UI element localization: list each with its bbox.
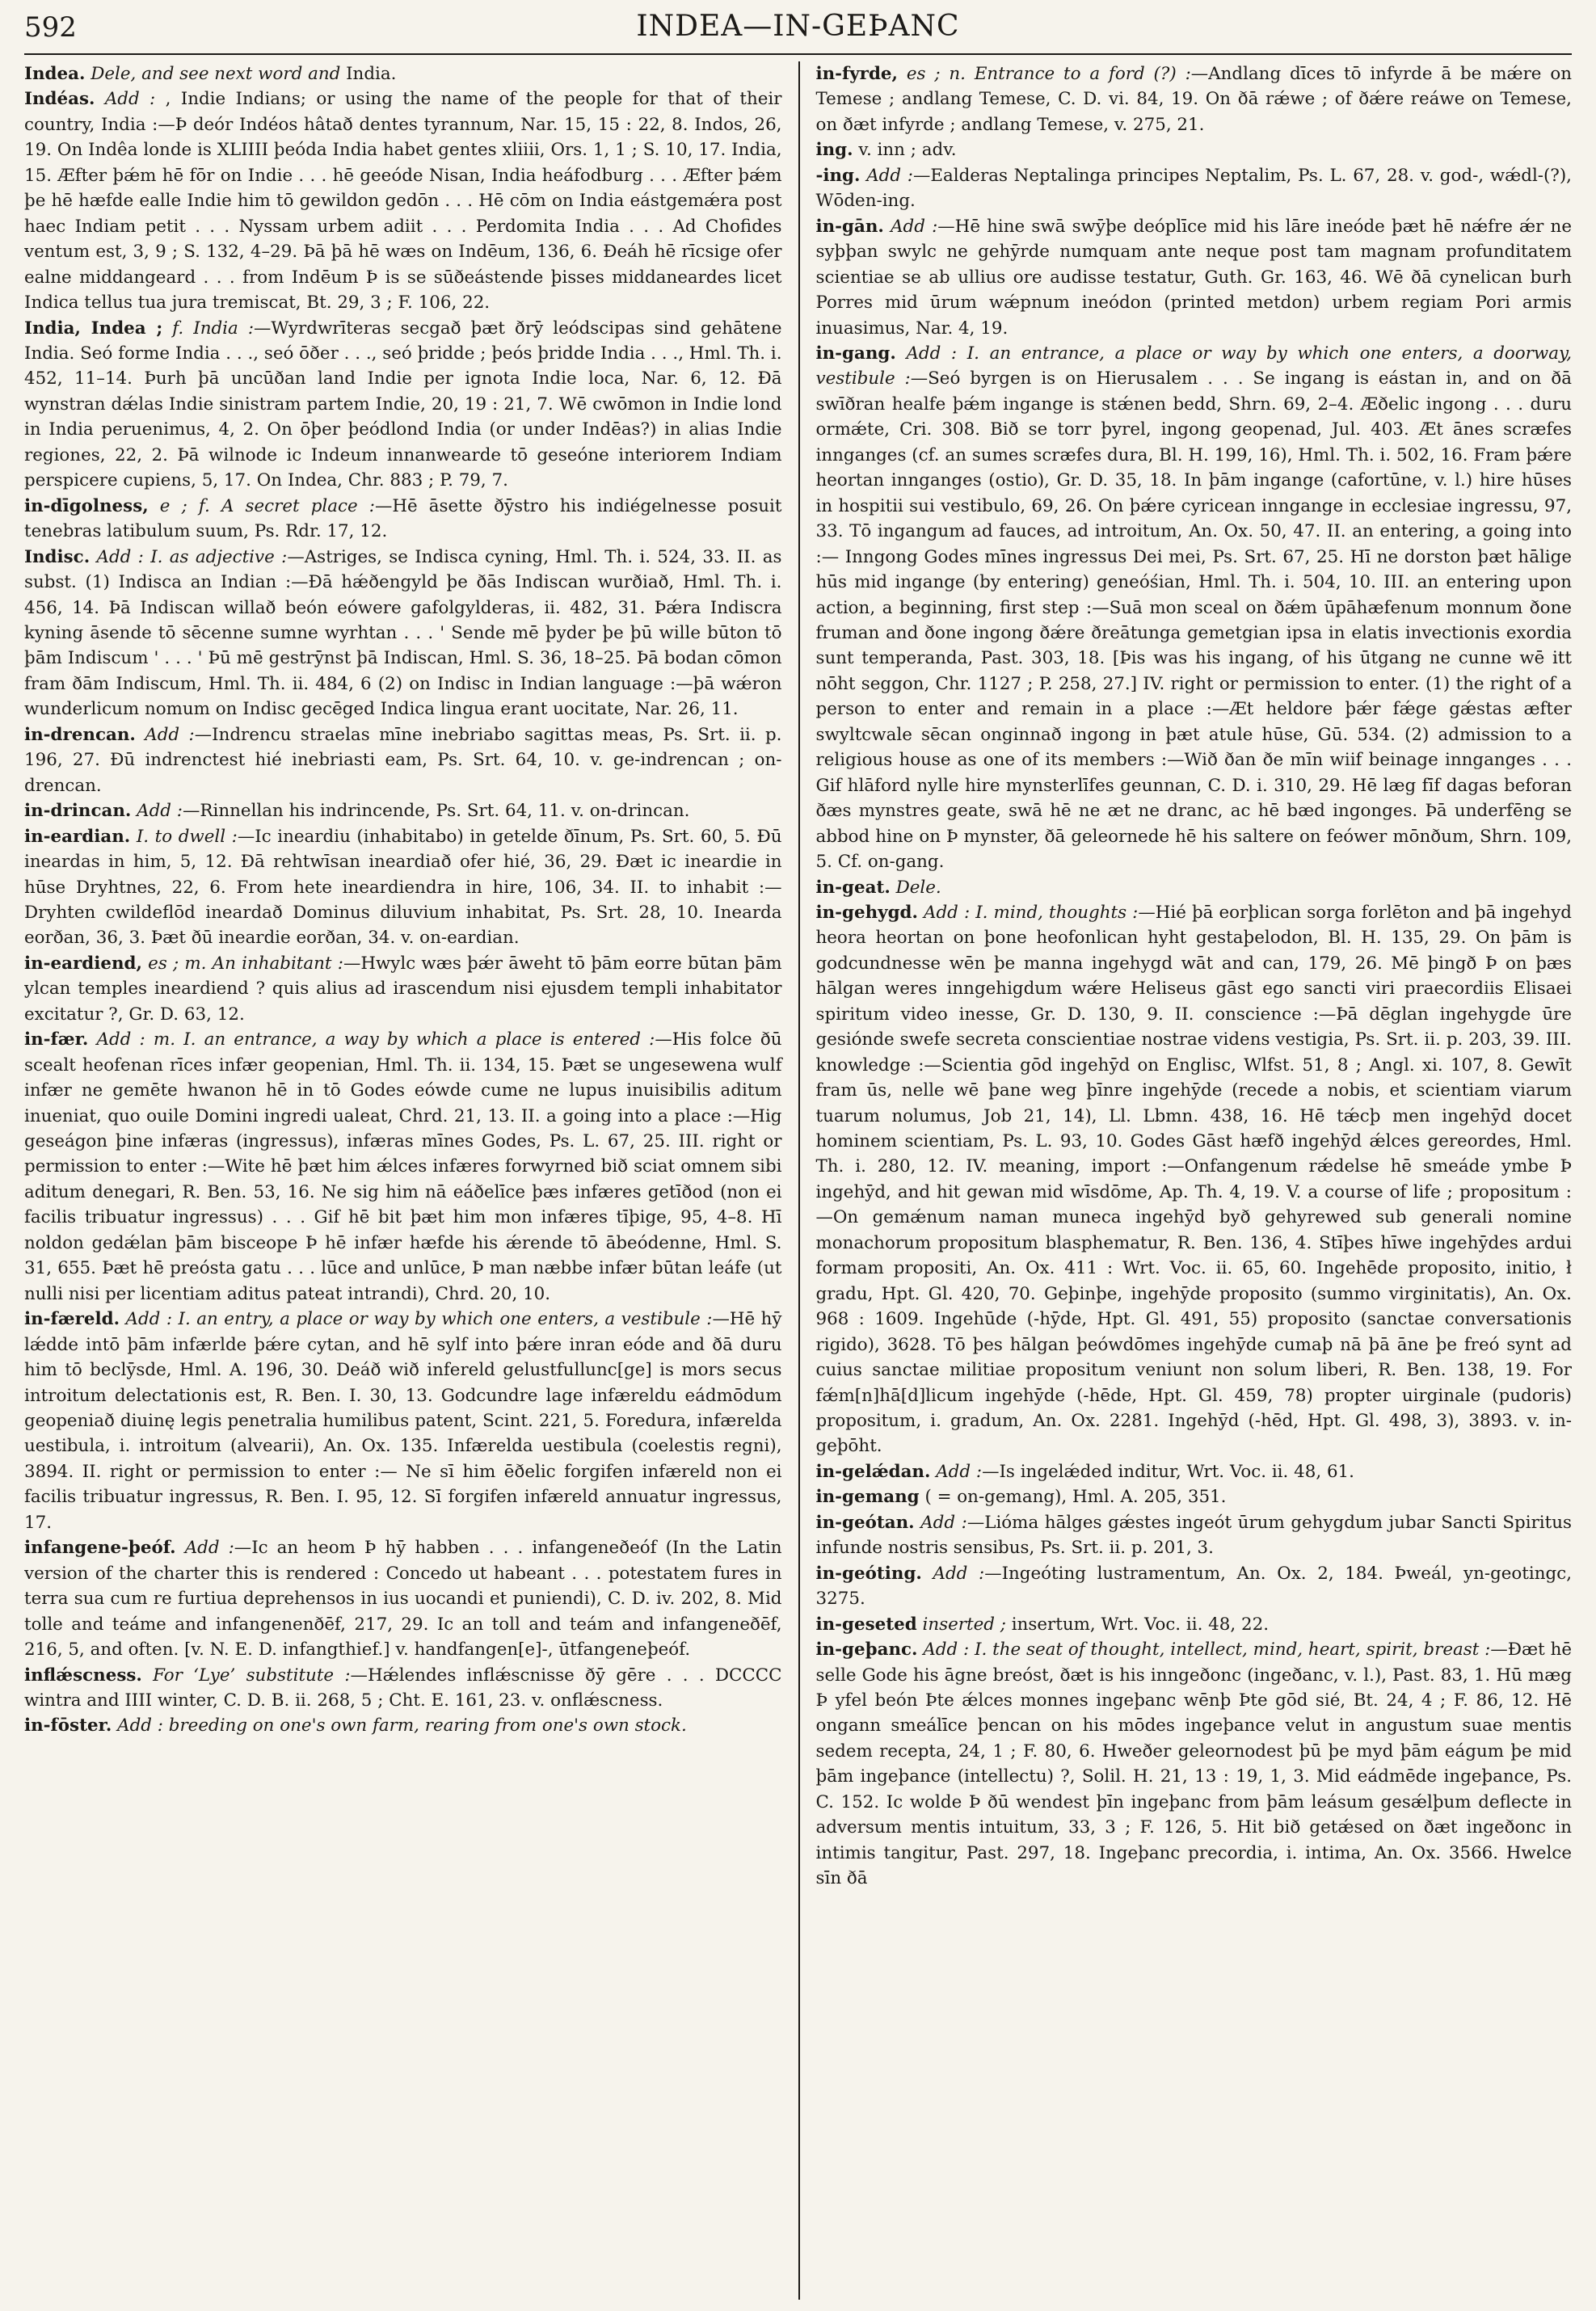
headword: -ing. <box>815 165 861 186</box>
definition: Add : <box>891 216 938 237</box>
headword: Indea. <box>24 64 86 84</box>
headword: in-fōster. <box>24 1715 112 1736</box>
headword: in-færeld. <box>24 1309 120 1330</box>
headword: infangene-þeóf. <box>24 1538 176 1559</box>
headword: in-drincan. <box>24 801 132 822</box>
entry-body: —Lióma hālges gǽstes ingeót ūrum gehygdum jubar Sancti Spiritus infunde nostris sensibus, Ps. Srt. ii. p. 201, 3. <box>815 1512 1572 1559</box>
entry-body: —Wyrdwrīteras secgað þæt ðrȳ leódscipas sind gehātene India. Seó forme India . . ., seó ōðer . . ., seó þridde ; þeós þridde India . . ., Hml. Th. i. 452, 11–14. Þurh þā uncūðan land Indie per ignota Indie loca, Nar. 6, 12. Ðā wynstran dǽlas Indie sinistram partem Indie, 20, 19 : 21, 7. Wē cwōmon in Indie lond in India peruenimus, 4, 2. On ōþer þeódlond India (or under Indēas?) in alias Indie regiones, 22, 2. Þā wilnode ic Indeum innanwearde tō geseóne interiorem Indiam perspicere cupiens, 5, 17. On Indea, Chr. 883 ; P. 79, 7. <box>24 318 782 491</box>
definition: inserted ; <box>922 1614 1006 1635</box>
entry-body: —Is ingelǽded inditur, Wrt. Voc. ii. 48, 61. <box>982 1461 1354 1482</box>
dictionary-entry <box>816 1510 1573 1561</box>
entry-body: ( = on-gemang), Hml. A. 205, 351. <box>924 1487 1227 1508</box>
definition: Add : <box>920 1512 967 1533</box>
headword: in-eardian. <box>24 826 131 847</box>
dictionary-entry <box>24 545 782 722</box>
definition: I. to dwell : <box>136 826 238 847</box>
definition: Add : <box>866 165 914 186</box>
definition: Add : <box>145 724 195 745</box>
entry-body: —Ealderas Neptalinga principes Neptalim, Ps. L. 67, 28. v. god-, wǽdl-(?), Wōden-ing. <box>815 165 1572 212</box>
headword: in-geþanc. <box>815 1640 918 1661</box>
definition: Add : I. mind, thoughts : <box>924 902 1139 923</box>
definition: Dele, and see next word and <box>91 64 341 84</box>
entry-body: —Hié þā eorþlican sorga forlēton and þā ingehyd heora heortan on þone heofonlican hyht gestaþelodon, Bl. H. 135, 29. On þām is godcundnesse wēn þe manna ingehygd wāt and can, 179, 26. Mē þingð Þ on þæs hālgan weres inngehigdum wǽre Heliseus gāst ego sancti viri praecordiis Elisaei spiritum video inesse, Gr. D. 130, 9. II. conscience :—Þā dēglan ingehygde ūre gesiónde swefe secreta conscientiae nostrae videns vestigia, Ps. Srt. ii. p. 203, 39. III. knowledge :—Scientia gōd ingehȳd on Englisc, Wlfst. 51, 8 ; Angl. xi. 107, 8. Gewīt fram ūs, nelle wē þane weg þīnre ingehȳde (recede a nobis, et scientiam viarum tuarum nolumus, Job 21, 14), Ll. Lbmn. 438, 16. Hē tǽcþ men ingehȳd docet hominem scientiam, Ps. L. 93, 10. Godes Gāst hæfð ingehȳd ǽlces gereordes, Hml. Th. i. 280, 12. IV. meaning, import :—Onfangenum rǽdelse hē smeáde ymbe Þ ingehȳd, and hit gewan mid wīsdōme, Ap. Th. 4, 19. V. a course of life ; propositum :—On gemǽnum naman muneca ingehȳd byð gehyrewed sub generali nomine monachorum propositum blasphematur, R. Ben. 136, 4. Stīþes hīwe ingehȳdes ardui formam propositi, An. Ox. 411 : Wrt. Voc. ii. 65, 60. Ingehēde proposito, initio, ł gradu, Hpt. Gl. 420, 70. Geþinþe, ingehȳde proposito (summo virginitatis), An. Ox. 968 : 1609. Ingehūde (-hȳde, Hpt. Gl. 491, 55) proposito (sanctae conversationis rigido), 3628. Tō þes hālgan þeówdōmes ingehȳde cumaþ nā þā āne þe freó synt ad cuius sanctae militiae propositum veniunt non solum liberi, R. Ben. 138, 19. For fǽm[n]hā[d]licum ingehȳde (-hēde, Hpt. Gl. 459, 78) propter uirginale (pudoris) propositum, i. gradum, An. Ox. 2281. Ingehȳd (-hēd, Hpt. Gl. 498, 3), 3893. v. in-geþōht. <box>815 902 1572 1457</box>
headword: in-geat. <box>815 877 891 898</box>
definition: For ‘Lye’ substitute : <box>153 1665 351 1686</box>
definition: Add : <box>936 1461 983 1482</box>
headword: in-fær. <box>24 1029 89 1050</box>
dictionary-entry <box>24 1535 782 1662</box>
dictionary-entry <box>24 1307 782 1535</box>
entry-body: v. inn ; adv. <box>858 140 957 161</box>
definition: f. India : <box>172 318 255 339</box>
dictionary-entry <box>816 875 1573 900</box>
entry-body: —Ic an heom Þ hȳ habben . . . infangeneðeóf (In the Latin version of the charter this is rendered : Concedo ut habeant . . . potestatem fures in terra sua cum re furtiua deprehensos in ius uocandi et puniendi), C. D. iv. 202, 8. Mid tolle and teáme and infangenenðēf, 217, 29. Ic an toll and teám and infangeneðēf, 216, 5, and often. [v. N. E. D. infangthief.] v. handfangen[e]-, ūtfangeneþeóf. <box>24 1538 782 1661</box>
definition: Add : I. an entry, a place or way by which one enters, a vestibule : <box>125 1309 713 1330</box>
entry-body: —Indrencu straelas mīne inebriabo sagittas meas, Ps. Srt. ii. p. 196, 27. Ðū indrenctest hié inebriasti eam, Ps. Srt. 64, 10. v. ge-indrencan ; on-drencan. <box>24 724 782 796</box>
entry-body: —Hē hȳ lǽdde intō þām infærlde þǽre cytan, and hē sylf into þǽre inran eóde and ðā duru him tō beclȳsde, Hml. A. 196, 30. Deáð wið infereld gelustfullunc[ge] is mors secus introitum delectationis est, R. Ben. I. 30, 13. Godcundre lage infæreldu eádmōdum geopeniað diuinę legis penetralia humilibus patent, Scint. 221, 5. Foredura, infærelda uestibula, i. introitum (alvearii), An. Ox. 135. Infærelda uestibula (coelestis regni), 3894. II. right or permission to enter :— Ne sī him ēðelic forgifen infæreld non ei facilis tribuatur ingressus, R. Ben. I. 95, 12. Sī forgifen infæreld annuatur ingressus, 17. <box>24 1309 782 1533</box>
dictionary-entry <box>816 1484 1573 1509</box>
dictionary-entry <box>816 163 1573 214</box>
entry-body: —Hē āsette ðȳstro his indiégelnesse posuit tenebras latibulum suum, Ps. Rdr. 17, 12. <box>24 495 782 542</box>
page-title: INDEA—IN-GEÞANC <box>636 10 960 43</box>
dictionary-entry <box>24 61 782 86</box>
headword: in-dīgolness, <box>24 495 149 516</box>
headword: India, Indea ; <box>24 318 163 339</box>
dictionary-entry <box>24 1663 782 1714</box>
definition: e ; f. A secret place : <box>159 495 375 516</box>
dictionary-entry <box>816 1637 1573 1892</box>
dictionary-entry <box>24 86 782 315</box>
entry-body: insertum, Wrt. Voc. ii. 48, 22. <box>1005 1614 1270 1635</box>
dictionary-entry <box>816 341 1573 875</box>
definition: Add : <box>184 1538 234 1559</box>
entry-body: —Ic ineardiu (inhabitabo) in getelde ðīnum, Ps. Srt. 60, 5. Ðū ineardas in him, 5, 12. Ðā rehtwīsan ineardiað ofer hié, 36, 29. Ðæt ic ineardie in hūse Dryhtnes, 22, 6. From hete ineardiendra in hire, 106, 34. II. to inhabit :—Dryhten cwildeflōd ineardað Dominus diluvium inhabitat, Ps. Srt. 28, 10. Inearda eorðan, 36, 3. Þæt ðū ineardie eorðan, 34. v. on-eardian. <box>24 826 782 949</box>
definition: Add : I. the seat of thought, intellect, mind, heart, spirit, breast : <box>923 1640 1491 1661</box>
definition: Add : m. I. an entrance, a way by which a place is entered : <box>96 1029 655 1050</box>
entry-body: —Andlang dīces tō infyrde ā be mǽre on Temese ; andlang Temese, C. D. vi. 84, 19. On ðā rǽwe ; of ðǽre reáwe on Temese, on ðæt infyrde ; andlang Temese, v. 275, 21. <box>815 64 1572 135</box>
dictionary-entry <box>816 61 1573 137</box>
definition: Add : <box>104 89 156 110</box>
headword: in-geóting. <box>815 1563 922 1584</box>
entry-body: —Ðæt hē selle Gode his āgne breóst, ðæt is his inngeðonc (ingeðanc, v. l.), Past. 83, 1. Hū mæg Þ yfel beón Þte ǽlces monnes ingeþanc wēnþ Þte gōd sié, Bt. 24, 4 ; F. 86, 12. Hē ongann smeálīce þencan on his mōdes ingeþance velut in angustum suae mentis sedem recepta, 24, 1 ; F. 80, 6. Hweðer geleornodest þū þe myd þām eágum þe mid þām ingeþance (intellectu) ?, Solil. H. 21, 13 : 19, 1, 3. Mid eádmēde ingeþance, Ps. C. 152. Ic wolde Þ ðū wendest þīn ingeþanc from þām leásum gesǽlþum deflecte in adversum mentis intuitum, 33, 3 ; F. 126, 5. Hit bið getǽsed on ðæt ingeðonc in intimis tangitur, Past. 297, 18. Ingeþanc precordia, i. intima, An. Ox. 3566. Hwelce sīn ðā <box>815 1640 1572 1889</box>
definition: Add : I. as adjective : <box>96 546 288 567</box>
dictionary-entry <box>816 1612 1573 1637</box>
entry-body: —Astriges, se Indisca cyning, Hml. Th. i. 524, 33. II. as subst. (1) Indisca an Indian :—Ðā hǽðengyld þe ðās Indiscan wurðiað, Hml. Th. i. 456, 14. Þā Indiscan willað beón eówere gafolgylderas, ii. 482, 31. Þǽra Indiscra kyning āsende tō sēcenne sumne wyrhtan . . . ' Sende mē þyder þe þū wille būton tō þām Indiscum ' . . . ' Þū mē gestrȳnst þā Indiscan, Hml. S. 36, 18–25. Þā bodan cōmon fram ðām Indiscum, Hml. Th. ii. 484, 6 (2) on Indisc in Indian language :—þā wǽron wunderlicum nomum on Indisc gecēged Indica lingua erant uocitate, Nar. 26, 11. <box>24 546 782 720</box>
dictionary-entry <box>24 798 782 823</box>
entry-body: —Rinnellan his indrincende, Ps. Srt. 64, 11. v. on-drincan. <box>183 801 690 822</box>
entry-body: —Hwylc wæs þǽr āweht tō þām eorre būtan þām ylcan temples ineardiend ? quis alius ad irascendum nisi ejusdem templi inhabitator excitatur ?, Gr. D. 63, 12. <box>24 953 782 1025</box>
right-column <box>798 61 1573 2300</box>
header-rule <box>24 53 1572 55</box>
headword: in-drencan. <box>24 724 136 745</box>
headword: Indéas. <box>24 89 95 110</box>
dictionary-entry <box>816 214 1573 341</box>
definition: Add : <box>933 1563 985 1584</box>
dictionary-entry <box>24 722 782 798</box>
definition: Add : I. an entrance, a place or way by which one enters, a doorway, vestibule : <box>815 343 1572 389</box>
dictionary-entry <box>24 824 782 951</box>
definition: Add : breeding on one's own farm, rearing from one's own stock. <box>117 1715 687 1736</box>
headword: in-gelǽdan. <box>815 1461 931 1482</box>
headword: in-gang. <box>815 343 896 364</box>
definition: es ; n. Entrance to a ford (?) : <box>906 64 1191 84</box>
headword: in-gehygd. <box>815 902 918 923</box>
headword: Indisc. <box>24 546 91 567</box>
entry-body: —Ingeóting lustramentum, An. Ox. 2, 184. Þweál, yn-geotingc, 3275. <box>815 1563 1572 1610</box>
left-column <box>24 61 798 2300</box>
columns <box>24 61 1572 2300</box>
page-number: 592 <box>24 11 77 44</box>
entry-body: —Hǽlendes inflǽscnisse ðȳ gēre . . . DCCCC wintra and IIII winter, C. D. B. ii. 268, 5 ; Cht. E. 161, 23. v. onflǽscness. <box>24 1665 782 1711</box>
headword: in-gān. <box>815 216 884 237</box>
entry-body: , Indie Indians; or using the name of the people for that of their country, India :—Þ deór Indéos hâtað dentes tyrannum, Nar. 15, 15 : 22, 8. Indos, 26, 19. On Indêa londe is XLIIII þeóda India habet gentes xliiii, Ors. 1, 1 ; S. 10, 17. India, 15. Æfter þǽm hē fōr on Indie . . . hē geeóde Nisan, India heáfodburg . . . Æfter þǽm þe hē hæfde ealle Indie him tō gewildon gedōn . . . Hē cōm on India eástgemǽra post haec Indiam petit . . . Nyssam urbem adiit . . . Perdomita India . . . Ad Chofides ventum est, 3, 9 ; S. 132, 4–29. Þā þā hē wæs on Indēum, 136, 6. Ðeáh hē rīcsige ofer ealne middangeard . . . from Indēum Þ is se sūðeástende þisses middaneardes licet Indica tellus tua jura tremiscat, Bt. 29, 3 ; F. 106, 22. <box>24 89 782 314</box>
definition: Add : <box>137 801 183 822</box>
headword: inflǽscness. <box>24 1665 142 1686</box>
headword: in-geseted <box>815 1614 917 1635</box>
dictionary-entry <box>816 1561 1573 1612</box>
dictionary-entry <box>816 137 1573 162</box>
dictionary-entry <box>24 1027 782 1307</box>
headword: in-fyrde, <box>815 64 898 84</box>
definition: Dele. <box>895 877 941 898</box>
dictionary-entry <box>816 900 1573 1459</box>
dictionary-entry <box>24 316 782 494</box>
headword: ing. <box>815 140 853 161</box>
running-head <box>24 6 1572 45</box>
dictionary-entry <box>24 1713 782 1738</box>
entry-body: —Seó byrgen is on Hierusalem . . . Se ingang is eástan in, and on ðā swīðran healfe þǽm ingange is stǽnen bedd, Shrn. 69, 2–4. Æðelic ingong . . . duru ormǽte, Cri. 308. Bið se torr þyrel, ingong geopenad, Jul. 403. Æt ānes scræfes innganges (cf. an sumes scræfes dura, Bl. H. 199, 16), Hml. Th. i. 502, 16. Fram þǽre heortan innganges (ostio), Gr. D. 35, 18. In þām ingange (cafortūne, v. l.) hire hūses in hospitii sui vestibulo, 69, 26. On þǽre cyricean inngange in ecclesiae ingressu, 97, 33. Tō ingangum ad fauces, ad introitum, An. Ox. 50, 47. II. an entering, a going into :— Inngong Godes mīnes ingressus Dei mei, Ps. Srt. 67, 25. Hī ne dorston þæt hālige hūs mid ingange (by entering) geneóśian, Hml. Th. i. 504, 10. III. an entering upon action, a beginning, first step :—Suā mon sceal on ðǽm ūpāhæfenum monnum ðone fruman and ðone ingong ðǽre ðreātunga gemetgian ipsa in elatis invectionis exordia sunt temperanda, Past. 303, 18. [Þis was his ingang, of his ūtgang ne cunne wē itt nōht seggon, Chr. 1127 ; P. 258, 27.] IV. right or permission to enter. (1) the right of a person to enter and remain in a place :—Æt heldore þǽr fǽge gǽstas æfter swyltcwale sēcan onginnað ingong in þæt atule hūse, Gū. 534. (2) admission to a religious house as one of its members :—Wið ðan ðe mīn wiif beinage innganges . . . Gif hlāford nylle hire mynsterlīfes geunnan, C. D. i. 310, 29. Hē læg fīf dagas beforan ðæs mynstres geate, swā hē ne æt ne dranc, ac hē bæd ingonges. Þā underfēng se abbod hine on Þ mynster, ðā geleornede hē his saltere on feówer mōnðum, Shrn. 109, 5. Cf. on-gang. <box>815 368 1572 873</box>
entry-body: —His folce ðū scealt heofenan rīces infær geopenian, Hml. Th. ii. 134, 15. Þæt se ungesewena wulf infær ne gemēte hwanon hē in tō Godes eówde cume ne lupus inuisibilis aditum inueniat, quo ouile Domini ingredi ualeat, Chrd. 21, 13. II. a going into a place :—Hig geseágon þine infæras (ingressus), infæras mīnes Godes, Ps. L. 67, 25. III. right or permission to enter :—Wite hē þæt him ǽlces infæres forwyrned bið sciat omnem sibi aditum denegari, R. Ben. 53, 16. Ne sig him nā eáðelīce þæs infæres getīðod (non ei facilis tribuatur ingressus) . . . Gif hē bit þæt him mon infæres tīþige, 95, 4–8. Hī noldon gedǽlan þām bisceope Þ hē infær hæfde his ǽrende tō ābeódenne, Hml. S. 31, 655. Þæt hē preósta gatu . . . lūce and unlūce, Þ man næbbe infær būtan leáfe (ut nulli nisi per licentiam aditus pateat intrandi), Chrd. 20, 10. <box>24 1029 782 1304</box>
headword: in-geótan. <box>815 1512 915 1533</box>
headword: in-gemang <box>815 1487 920 1508</box>
dictionary-entry <box>24 951 782 1027</box>
headword: in-eardiend, <box>24 953 142 974</box>
entry-body: India. <box>340 64 397 84</box>
dictionary-entry <box>24 494 782 545</box>
definition: es ; m. An inhabitant : <box>148 953 343 974</box>
entry-body: —Hē hine swā swȳþe deóplīce mid his lāre ineóde þæt hē nǽfre ǽr ne syþþan swylc ne gehȳrde numquam ante neque post tam magnam profunditatem scientiae se ab ullius ore audisse testatur, Guth. Gr. 163, 46. Wē ðā cynelican burh Porres mid ūrum wǽpnum ineódon (printed metdon) urbem regiam Pori armis inuasimus, Nar. 4, 19. <box>815 216 1572 339</box>
dictionary-entry <box>816 1459 1573 1484</box>
